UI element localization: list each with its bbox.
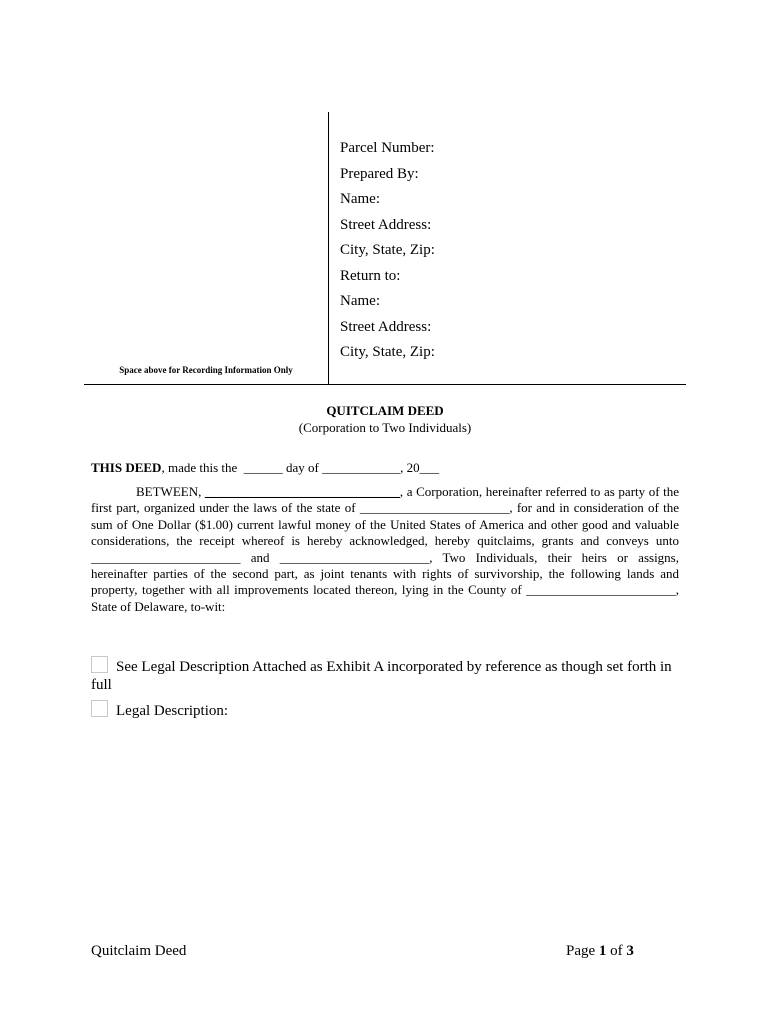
prepared-city-label: City, State, Zip: (340, 242, 435, 258)
legal-description-option[interactable] (91, 700, 681, 720)
return-name-label: Name: (340, 293, 380, 309)
document-subtitle: (Corporation to Two Individuals) (298, 420, 472, 435)
prepared-name-label: Name: (340, 191, 380, 207)
exhibit-checkbox[interactable] (91, 656, 108, 673)
exhibit-option-label: See Legal Description Attached as Exhibit A incorporated by reference as though set forth in full (91, 659, 672, 693)
recording-divider-vertical (328, 112, 329, 384)
return-city-label: City, State, Zip: (340, 344, 435, 360)
document-title: QUITCLAIM DEED (326, 403, 444, 418)
recording-space-note: Space above for Recording Information Only (119, 365, 293, 375)
page-total: 3 (626, 943, 634, 959)
page-prefix: Page (566, 943, 599, 959)
page-current: 1 (598, 943, 607, 959)
return-street-label: Street Address: (340, 318, 432, 335)
recording-info-block (340, 138, 435, 368)
exhibit-option[interactable] (91, 656, 681, 694)
between-text: BETWEEN, (136, 484, 205, 499)
deed-intro-bold: THIS DEED (91, 460, 162, 475)
deed-body-paragraph (91, 484, 679, 615)
legal-description-checkbox[interactable] (91, 700, 108, 717)
page-of: of (606, 943, 627, 959)
legal-description-label: Legal Description: (116, 703, 229, 719)
footer-document-name: Quitclaim Deed (91, 943, 187, 959)
prepared-street-label: Street Address: (340, 216, 432, 233)
prepared-by-label: Prepared By: (340, 165, 419, 182)
footer-page-number (566, 943, 634, 960)
deed-date-line (91, 460, 439, 476)
deed-body-text: , a Corporation, hereinafter referred to as party of the first part, organized under the laws of the state of _______________________, for and in consideration of the sum of One Dollar ($1.00) current lawful money of the United States of America and other good and valuable considerations, the receipt whereof is hereby acknowledged, hereby quitclaims, grants and conveys unto _______________________ and _______________________, Two Individuals, their heirs or assigns, hereinafter parties of the second part, as joint tenants with rights of survivorship, the following lands and property, together with all improvements located thereon, lying in the County of _______________________, State of Delaware, to-wit: (91, 484, 679, 614)
deed-date-text: , made this the ______ day of ____________, 20___ (161, 460, 440, 475)
parcel-number-label: Parcel Number: (340, 140, 435, 156)
return-to-label: Return to: (340, 267, 401, 284)
corporation-name-blank: ______________________________ (204, 484, 400, 499)
recording-divider-horizontal (84, 384, 686, 385)
